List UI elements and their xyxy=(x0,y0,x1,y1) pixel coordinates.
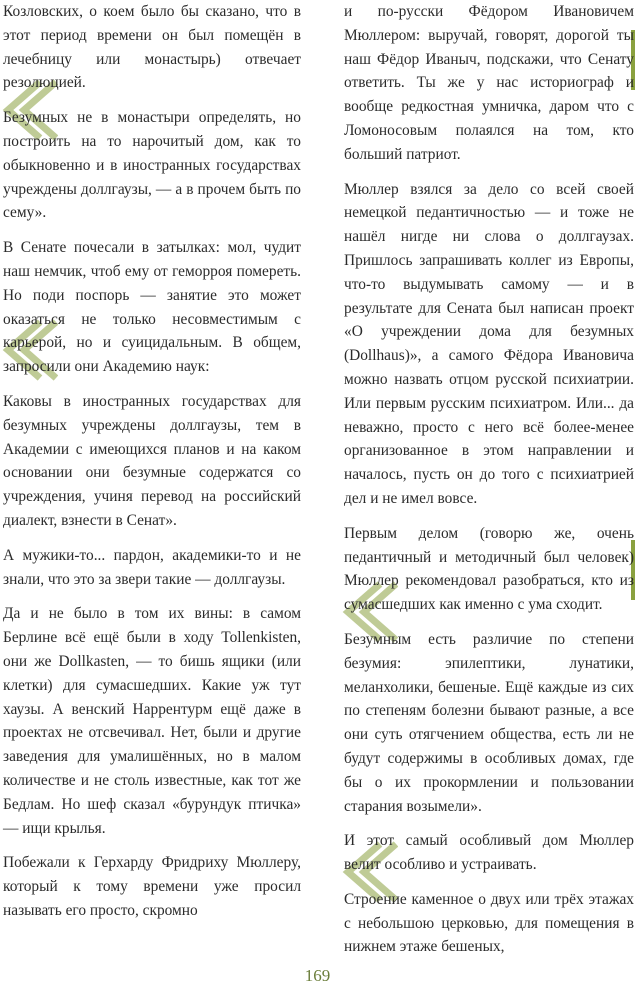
page-number: 169 xyxy=(304,966,331,985)
paragraph: и по-русски Фёдором Ивановичем Мюллером: выручай, говорят, дорогой ты наш Фёдор Иваныч, подскажи, что Сенату ответить. Ты же у нас историограф и вообще редкостная умничка, даром что с Ломоносовым полаялся на том, кто больший патриот. xyxy=(344,3,634,163)
paragraph: А мужики-то... пардон, академики-то и не знали, что это за звери такие — доллгаузы. xyxy=(3,546,301,588)
paragraph: И этот самый особливый дом Мюллер велит особливо и устраивать. xyxy=(344,832,634,874)
paragraph: Да и не было в том их вины: в самом Берлине всё ещё были в ходу Tollenkisten, они же Dollkasten, — то бишь ящики (или клетки) для сумасшедших. Какие уж тут хаузы. А венский Наррентурм ещё даже в проектах не отсвечивал. Нет, были и другие заведения для умалишённых, но в малом количестве и не столь известные, как тот же Бедлам. Но шеф сказал «бурундук птичка» — ищи крылья. xyxy=(3,605,301,837)
paragraph: Козловских, о коем было бы сказано, что в этот период времени он был помещён в лечебницу или монастырь) отвечает резолюцией. xyxy=(3,3,301,92)
paragraph: Побежали к Герхарду Фридриху Мюллеру, который к тому времени уже просил называть его просто, скромно xyxy=(3,854,301,919)
paragraph: Мюллер взялся за дело со всей своей немецкой педантичностью — и тоже не нашёл нигде ни слова о доллгаузах. Пришлось запрашивать коллег из Европы, что-то выдумывать самому — и в результате для Сената был написан проект «О учреждении дома для безумных (Dollhaus)», а самого Фёдора Ивановича можно назвать отцом русской психиатрии. Или первым русским психиатром. Или... да неважно, просто с него всё более-менее организованное в этом направлении и началось, пусть он до того с психиатрией дел и не имел вовсе. xyxy=(344,180,634,507)
paragraph: В Сенате почесали в затылках: мол, чудит наш немчик, чтоб ему от геморроя помереть. Но поди поспорь — занятие это может оказаться не только несовместимым с карьерой, но и суицидальным. В общем, запросили они Академию наук: xyxy=(3,239,301,376)
quote-paragraph: Строение каменное о двух или трёх этажах с небольшою церковью, для помещения в нижнем этаже бешеных, xyxy=(344,890,634,956)
quote-paragraph: Каковы в иностранных государствах для безумных учреждены доллгаузы, тем в Академии с имеющихся планов и на каком основании они безумные содержатся со учреждения, учиня перевод на российский диалект, взнести в Сенат». xyxy=(3,392,301,529)
right-column xyxy=(344,0,634,970)
quote-paragraph: Безумных не в монастыри определять, но построить на то нарочитый дом, как то обыкновенно и в иностранных государствах учреждены доллгаузы, — а в прочем быть по сему». xyxy=(3,109,301,222)
quote-paragraph: Безумным есть различие по степени безумия: эпилептики, лунатики, меланхолики, бешеные. Ещё каждые из сих по степеням болезни бывают разные, а все они суть отягчением общества, есть ли не будут содержимы в особливых домах, где бы о их прокормлении и пользовании старания возымели». xyxy=(344,630,634,815)
paragraph: Первым делом (говорю же, очень педантичный и методичный был человек) Мюллер рекомендовал разобраться, кто из сумасшедших как именно с ума сходит. xyxy=(344,524,634,614)
left-column xyxy=(3,0,301,934)
